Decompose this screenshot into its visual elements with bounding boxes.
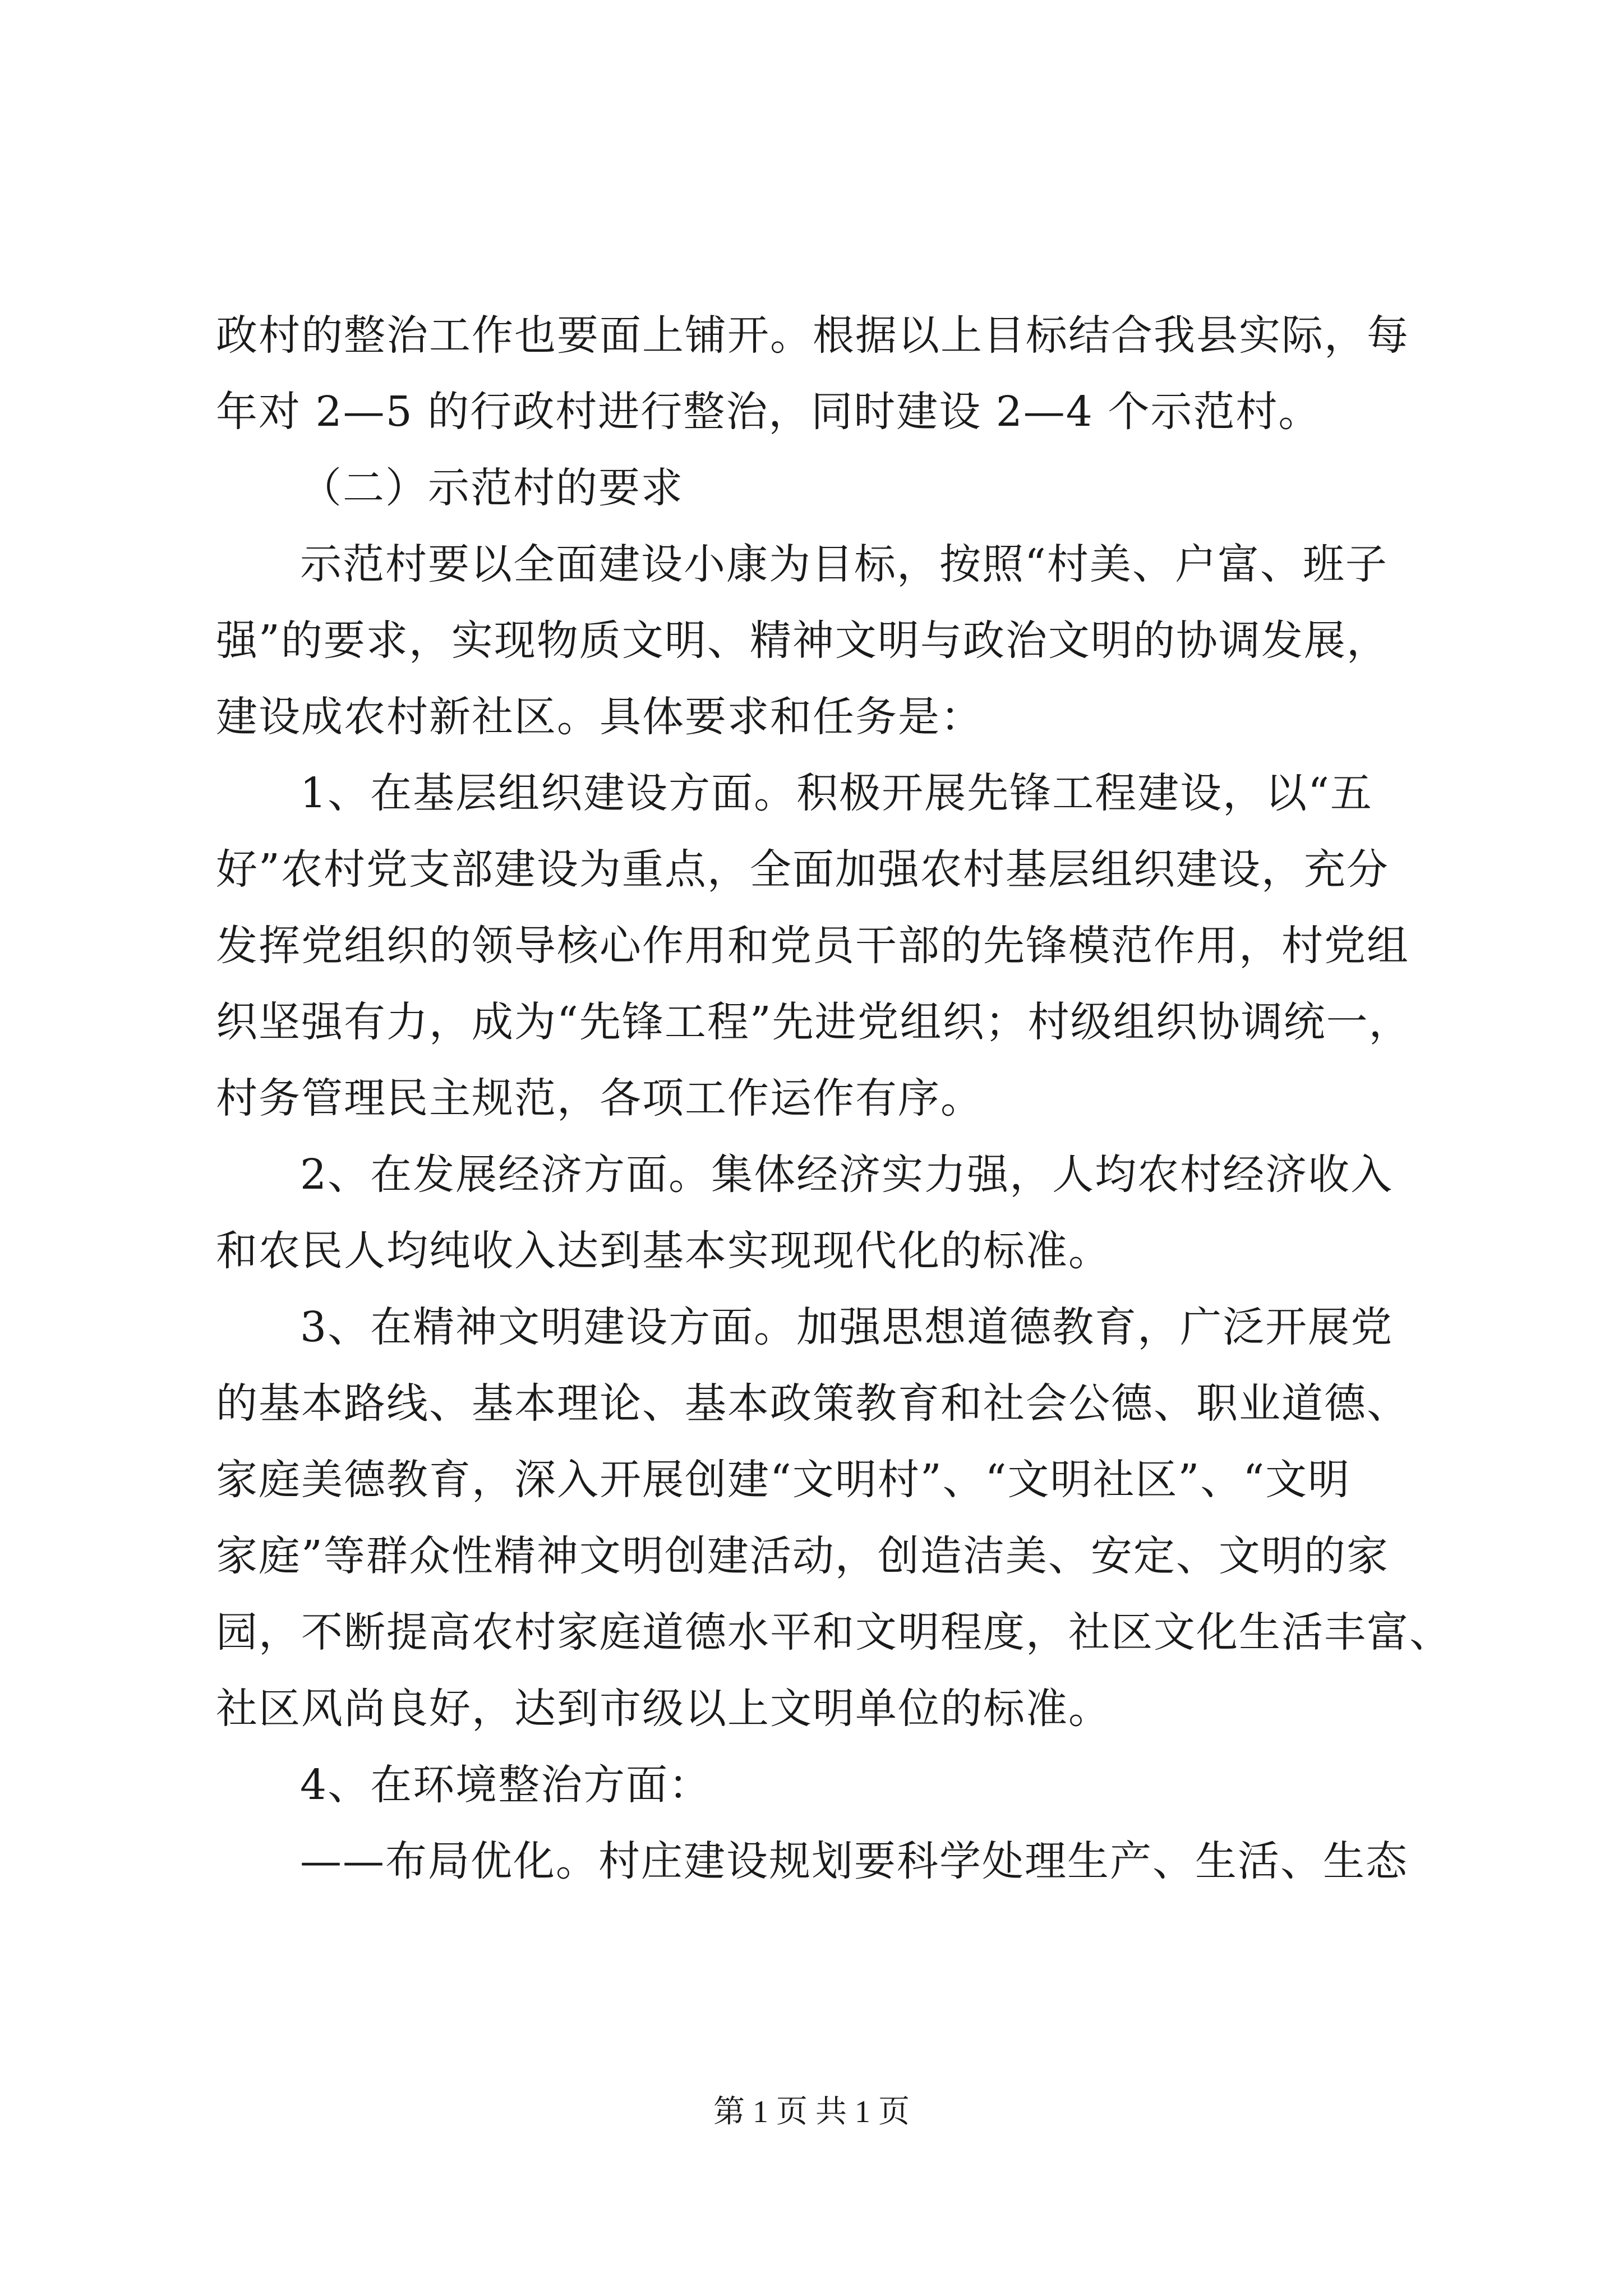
text-line: 织坚强有力，成为“先锋工程”先进党组织；村级组织协调统一， bbox=[216, 998, 1412, 1046]
text-line: 政村的整治工作也要面上铺开。根据以上目标结合我县实际，每 bbox=[216, 311, 1409, 360]
text-line: 建设成农村新社区。具体要求和任务是： bbox=[216, 693, 983, 741]
text-line: 强”的要求，实现物质文明、精神文明与政治文明的协调发展， bbox=[216, 616, 1389, 665]
text-line: 4、在环境整治方面： bbox=[300, 1761, 712, 1809]
text-line: 家庭美德教育，深入开展创建“文明村”、“文明社区”、“文明 bbox=[216, 1456, 1351, 1504]
text-line: 村务管理民主规范，各项工作运作有序。 bbox=[216, 1074, 983, 1122]
text-line: 示范村要以全面建设小康为目标，按照“村美、户富、班子 bbox=[300, 540, 1388, 588]
text-line: 的基本路线、基本理论、基本政策教育和社会公德、职业道德、 bbox=[216, 1379, 1409, 1428]
text-line: 发挥党组织的领导核心作用和党员干部的先锋模范作用，村党组 bbox=[216, 922, 1409, 970]
text-line: 3、在精神文明建设方面。加强思想道德教育，广泛开展党 bbox=[300, 1303, 1394, 1351]
text-line: ——布局优化。村庄建设规划要科学处理生产、生活、生态 bbox=[300, 1837, 1408, 1885]
text-line: 和农民人均纯收入达到基本实现现代化的标准。 bbox=[216, 1227, 1111, 1275]
page-footer bbox=[0, 2090, 1623, 2134]
text-line: 1、在基层组织建设方面。积极开展先锋工程建设，以“五 bbox=[300, 769, 1373, 817]
page-number-label: 第 1 页 共 1 页 bbox=[713, 2095, 910, 2129]
text-line: 家庭”等群众性精神文明创建活动，创造洁美、安定、文明的家 bbox=[216, 1532, 1389, 1580]
text-line: 2、在发展经济方面。集体经济实力强，人均农村经济收入 bbox=[300, 1151, 1394, 1199]
text-line: 年对 2—5 的行政村进行整治，同时建设 2—4 个示范村。 bbox=[216, 388, 1321, 436]
section-heading: （二）示范村的要求 bbox=[300, 464, 684, 512]
document-body bbox=[216, 297, 1452, 1899]
text-line: 社区风尚良好，达到市级以上文明单位的标准。 bbox=[216, 1685, 1111, 1733]
text-line: 园，不断提高农村家庭道德水平和文明程度，社区文化生活丰富、 bbox=[216, 1608, 1452, 1657]
text-line: 好”农村党支部建设为重点，全面加强农村基层组织建设，充分 bbox=[216, 845, 1389, 894]
